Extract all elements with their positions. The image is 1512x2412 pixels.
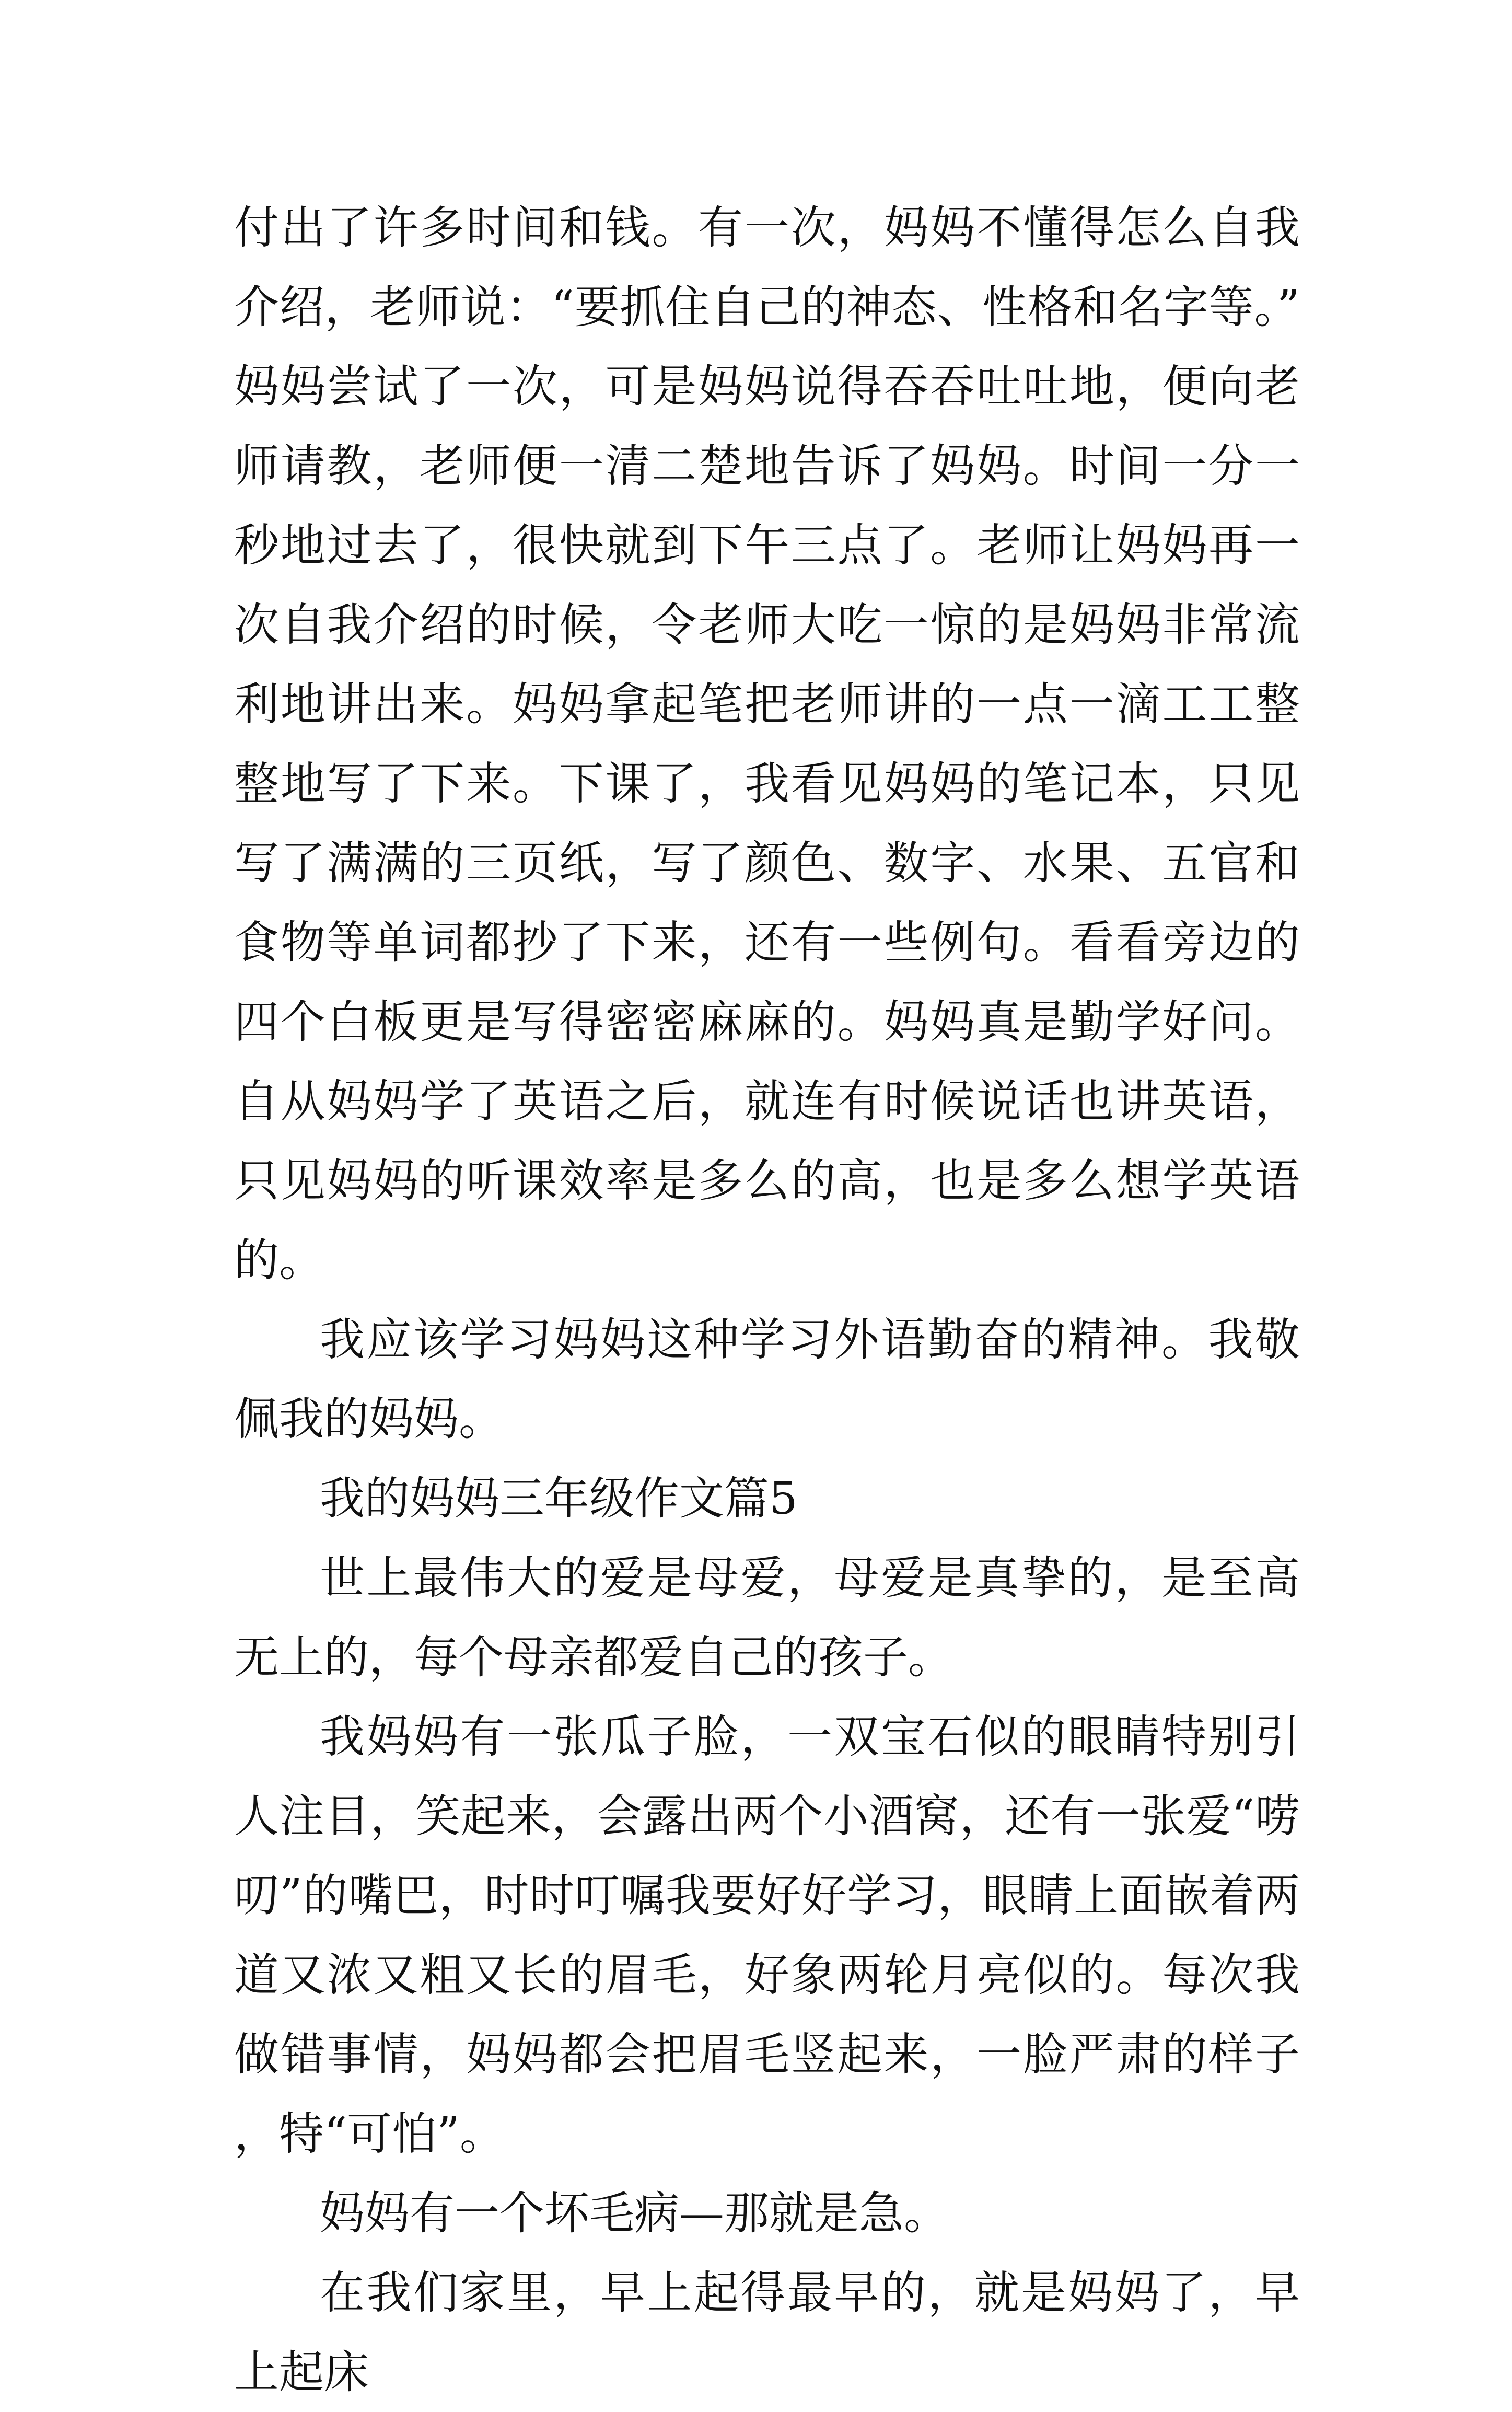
paragraph-admire-mother: 我应该学习妈妈这种学习外语勤奋的精神。我敬佩我的妈妈。 (234, 1314, 1300, 1445)
paragraph-mother-love: 世上最伟大的爱是母爱，母爱是真挚的，是至高无上的，每个母亲都爱自己的孩子。 (234, 1552, 1300, 1684)
paragraph-continuation: 付出了许多时间和钱。有一次，妈妈不懂得怎么自我介绍，老师说：“要抓住自己的神态、性格和名字等。”妈妈尝试了一次，可是妈妈说得吞吞吐吐地，便向老师请教，老师便一清二楚地告诉了妈妈。时间一分一秒地过去了，很快就到下午三点了。老师让妈妈再一次自我介绍的时候，令老师大吃一惊的是妈妈非常流利地讲出来。妈妈拿起笔把老师讲的一点一滴工工整整地写了下来。下课了，我看见妈妈的笔记本，只见写了满满的三页纸，写了颜色、数字、水果、五官和食物等单词都抄了下来，还有一些例句。看看旁边的四个白板更是写得密密麻麻的。妈妈真是勤学好问。自从妈妈学了英语之后，就连有时候说话也讲英语，只见妈妈的听课效率是多么的高，也是多么想学英语的。 (234, 202, 1300, 1286)
paragraph-morning: 在我们家里，早上起得最早的，就是妈妈了，早上起床 (234, 2267, 1300, 2398)
document-body (234, 188, 1300, 2412)
essay-heading: 我的妈妈三年级作文篇5 (320, 1472, 798, 1525)
paragraph-mother-appearance: 我妈妈有一张瓜子脸，一双宝石似的眼睛特别引人注目，笑起来，会露出两个小酒窝，还有一张爱“唠叨”的嘴巴，时时叮嘱我要好好学习，眼睛上面嵌着两道又浓又粗又长的眉毛，好象两轮月亮似的。每次我做错事情，妈妈都会把眉毛竖起来，一脸严肃的样子，特“可怕”。 (234, 1711, 1300, 2160)
paragraph-mother-flaw: 妈妈有一个坏毛病—那就是急。 (320, 2187, 949, 2240)
